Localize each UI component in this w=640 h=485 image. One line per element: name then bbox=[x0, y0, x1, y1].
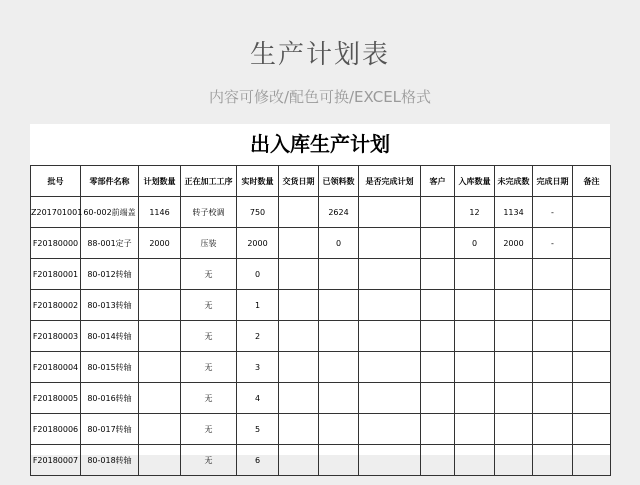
table-row bbox=[31, 228, 611, 259]
table-cell: 2624 bbox=[319, 197, 359, 228]
table-cell: 1146 bbox=[139, 197, 181, 228]
table-cell bbox=[421, 383, 455, 414]
table-cell: 1 bbox=[237, 290, 279, 321]
table-cell bbox=[279, 259, 319, 290]
table-cell bbox=[279, 352, 319, 383]
table-cell bbox=[139, 290, 181, 321]
table-row bbox=[31, 352, 611, 383]
table-cell bbox=[455, 259, 495, 290]
table-cell bbox=[279, 383, 319, 414]
table-cell: 转子校调 bbox=[181, 197, 237, 228]
table-cell bbox=[139, 259, 181, 290]
table-cell bbox=[495, 259, 533, 290]
table-cell: 80-013转轴 bbox=[81, 290, 139, 321]
table-cell bbox=[421, 352, 455, 383]
page-subtitle: 内容可修改/配色可换/EXCEL格式 bbox=[208, 88, 432, 106]
table-cell bbox=[573, 414, 611, 445]
table-cell bbox=[359, 290, 421, 321]
table-cell: 2000 bbox=[139, 228, 181, 259]
table-cell: 5 bbox=[237, 414, 279, 445]
table-cell bbox=[421, 445, 455, 476]
table-cell bbox=[495, 352, 533, 383]
table-cell bbox=[573, 321, 611, 352]
table-cell bbox=[495, 383, 533, 414]
table-cell: F20180004 bbox=[31, 352, 81, 383]
header-cell: 客户 bbox=[421, 166, 455, 197]
table-cell: Z201701001 bbox=[31, 197, 81, 228]
sheet-title: 出入库生产计划 bbox=[250, 132, 390, 156]
table-cell: 3 bbox=[237, 352, 279, 383]
table-cell bbox=[533, 383, 573, 414]
table-cell bbox=[139, 321, 181, 352]
table-cell: 2000 bbox=[237, 228, 279, 259]
table-cell: 无 bbox=[181, 321, 237, 352]
table-cell bbox=[573, 290, 611, 321]
table-cell bbox=[279, 414, 319, 445]
table-cell bbox=[421, 197, 455, 228]
header-cell: 已领料数 bbox=[319, 166, 359, 197]
table-cell bbox=[319, 414, 359, 445]
table-cell: 4 bbox=[237, 383, 279, 414]
table-cell bbox=[319, 445, 359, 476]
table-cell: 无 bbox=[181, 445, 237, 476]
table-cell bbox=[139, 383, 181, 414]
table-cell: 80-012转轴 bbox=[81, 259, 139, 290]
table-cell bbox=[359, 352, 421, 383]
header-cell: 备注 bbox=[573, 166, 611, 197]
header-cell: 批号 bbox=[31, 166, 81, 197]
table-cell bbox=[533, 414, 573, 445]
table-cell: 无 bbox=[181, 290, 237, 321]
table-row bbox=[31, 259, 611, 290]
table-cell: 80-014转轴 bbox=[81, 321, 139, 352]
table-cell bbox=[279, 445, 319, 476]
header-cell: 是否完成计划 bbox=[359, 166, 421, 197]
table-cell bbox=[359, 414, 421, 445]
table-cell: 0 bbox=[237, 259, 279, 290]
table-cell bbox=[359, 228, 421, 259]
header-cell: 入库数量 bbox=[455, 166, 495, 197]
table-cell: - bbox=[533, 197, 573, 228]
table-cell bbox=[455, 290, 495, 321]
table-cell bbox=[279, 290, 319, 321]
table-cell bbox=[139, 414, 181, 445]
table-row bbox=[31, 414, 611, 445]
table-cell: 无 bbox=[181, 383, 237, 414]
table-cell: 2000 bbox=[495, 228, 533, 259]
table-cell bbox=[495, 414, 533, 445]
table-cell: 88-001定子 bbox=[81, 228, 139, 259]
table-cell bbox=[319, 290, 359, 321]
table-cell bbox=[359, 445, 421, 476]
table-cell bbox=[139, 352, 181, 383]
table-cell bbox=[279, 197, 319, 228]
table-cell bbox=[455, 383, 495, 414]
table-row bbox=[31, 197, 611, 228]
table-cell bbox=[421, 228, 455, 259]
table-row bbox=[31, 321, 611, 352]
header-cell: 完成日期 bbox=[533, 166, 573, 197]
table-cell: 80-016转轴 bbox=[81, 383, 139, 414]
table-cell bbox=[279, 321, 319, 352]
table-row bbox=[31, 445, 611, 476]
table-cell: F20180006 bbox=[31, 414, 81, 445]
table-cell bbox=[359, 383, 421, 414]
table-cell: 0 bbox=[319, 228, 359, 259]
table-cell bbox=[455, 352, 495, 383]
header-cell: 未完成数 bbox=[495, 166, 533, 197]
table-cell bbox=[319, 321, 359, 352]
table-cell bbox=[573, 228, 611, 259]
table-cell: 12 bbox=[455, 197, 495, 228]
table-cell: 80-017转轴 bbox=[81, 414, 139, 445]
page-title: 生产计划表 bbox=[249, 40, 390, 70]
table-cell: 压装 bbox=[181, 228, 237, 259]
table-cell bbox=[533, 290, 573, 321]
table-header-row bbox=[31, 166, 611, 197]
table-body bbox=[31, 197, 611, 476]
table-cell: 80-015转轴 bbox=[81, 352, 139, 383]
spreadsheet-preview bbox=[30, 124, 610, 465]
table-cell bbox=[495, 445, 533, 476]
table-cell: F20180007 bbox=[31, 445, 81, 476]
table-cell bbox=[319, 383, 359, 414]
table-cell bbox=[533, 321, 573, 352]
table-cell bbox=[533, 352, 573, 383]
table-cell: F20180005 bbox=[31, 383, 81, 414]
table-cell bbox=[455, 414, 495, 445]
table-cell: 1134 bbox=[495, 197, 533, 228]
table-cell: 2 bbox=[237, 321, 279, 352]
table-cell: 0 bbox=[455, 228, 495, 259]
table-cell bbox=[573, 445, 611, 476]
table-cell bbox=[533, 445, 573, 476]
table-cell bbox=[573, 352, 611, 383]
table-cell bbox=[359, 321, 421, 352]
table-cell bbox=[319, 259, 359, 290]
table-cell bbox=[573, 259, 611, 290]
table-cell bbox=[421, 321, 455, 352]
table-cell: 750 bbox=[237, 197, 279, 228]
table-cell bbox=[573, 197, 611, 228]
production-plan-table bbox=[30, 165, 611, 476]
table-cell: F20180003 bbox=[31, 321, 81, 352]
table-cell: F20180000 bbox=[31, 228, 81, 259]
table-cell bbox=[421, 414, 455, 445]
table-cell: 60-002前端盖 bbox=[81, 197, 139, 228]
table-cell bbox=[421, 259, 455, 290]
header-cell: 实时数量 bbox=[237, 166, 279, 197]
table-cell: 无 bbox=[181, 259, 237, 290]
table-cell: 6 bbox=[237, 445, 279, 476]
table-cell: 80-018转轴 bbox=[81, 445, 139, 476]
table-cell bbox=[319, 352, 359, 383]
table-cell: 无 bbox=[181, 352, 237, 383]
table-cell bbox=[421, 290, 455, 321]
table-cell bbox=[495, 321, 533, 352]
table-cell bbox=[455, 321, 495, 352]
table-cell bbox=[139, 445, 181, 476]
table-cell bbox=[533, 259, 573, 290]
table-cell bbox=[455, 445, 495, 476]
table-cell: F20180001 bbox=[31, 259, 81, 290]
header-cell: 正在加工工序 bbox=[181, 166, 237, 197]
header-cell: 零部件名称 bbox=[81, 166, 139, 197]
table-cell bbox=[495, 290, 533, 321]
table-cell bbox=[359, 259, 421, 290]
header-cell: 计划数量 bbox=[139, 166, 181, 197]
table-row bbox=[31, 290, 611, 321]
table-cell: 无 bbox=[181, 414, 237, 445]
table-cell: F20180002 bbox=[31, 290, 81, 321]
header-cell: 交货日期 bbox=[279, 166, 319, 197]
table-row bbox=[31, 383, 611, 414]
table-cell bbox=[359, 197, 421, 228]
table-cell bbox=[573, 383, 611, 414]
table-cell bbox=[279, 228, 319, 259]
table-cell: - bbox=[533, 228, 573, 259]
